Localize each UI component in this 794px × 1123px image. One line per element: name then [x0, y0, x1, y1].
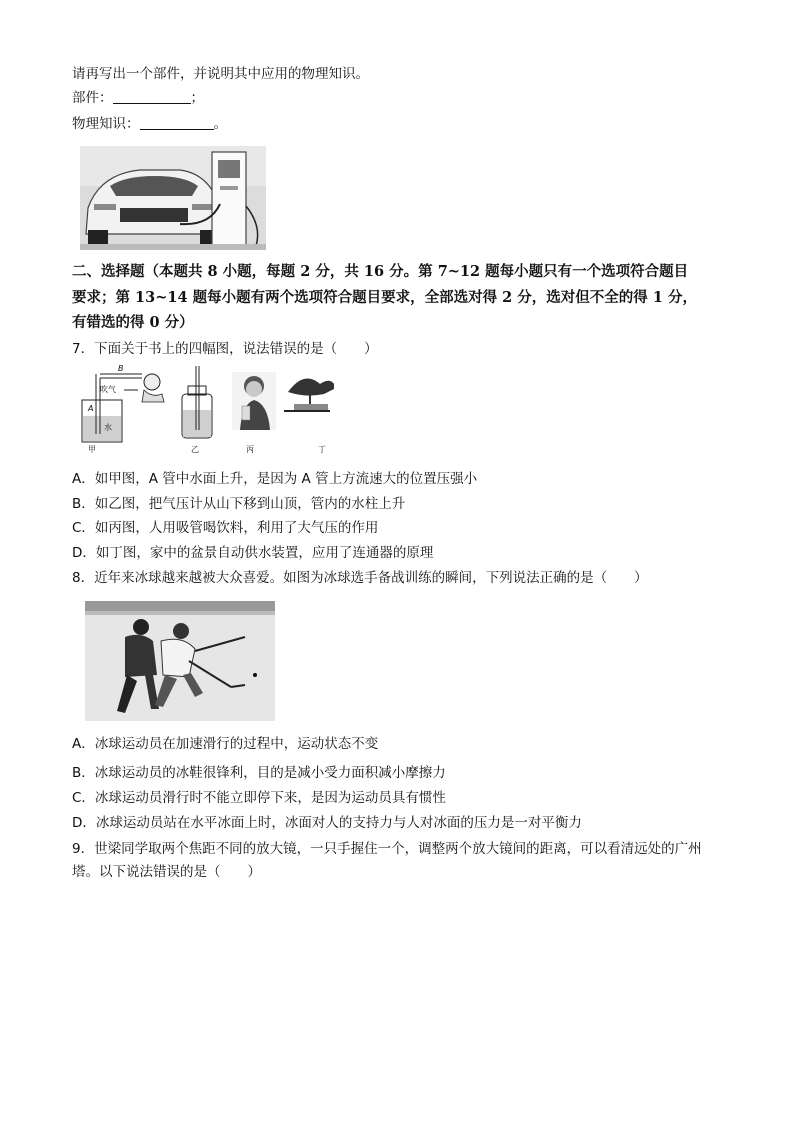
section2-line1: 二、选择题（本题共 8 小题，每题 2 分，共 16 分。第 7~12 题每小题只有一个选项符合题目 — [72, 263, 689, 280]
q9-line2: 塔。以下说法错误的是（ ） — [72, 864, 261, 880]
part-blank[interactable] — [113, 89, 191, 104]
q8-option-b: B．冰球运动员的冰鞋很锋利，目的是减小受力面积减小摩擦力 — [72, 765, 446, 781]
q7-stem: 7．下面关于书上的四幅图，说法错误的是（ ） — [72, 341, 378, 357]
part-label: 部件： — [72, 90, 113, 106]
q7-figures — [74, 364, 334, 459]
fig-jia-label: 甲 — [88, 445, 96, 454]
section2-line2: 要求；第 13~14 题每小题有两个选项符合题目要求，全部选对得 2 分，选对但不全的得 1 分， — [72, 289, 697, 306]
fig-shui-label: 水 — [104, 423, 112, 432]
q7-option-c: C．如丙图，人用吸管喝饮料，利用了大气压的作用 — [72, 520, 379, 536]
ice-hockey-photo — [85, 601, 275, 721]
fig-yi-label: 乙 — [191, 445, 199, 454]
q8-option-d: D．冰球运动员站在水平冰面上时，冰面对人的支持力与人对冰面的压力是一对平衡力 — [72, 815, 582, 831]
part-end: ； — [190, 90, 204, 106]
fig-b-label: B — [118, 364, 124, 373]
ev-charging-photo — [80, 146, 266, 250]
knowledge-label: 物理知识： — [72, 116, 140, 132]
q7-option-d: D．如丁图，家中的盆景自动供水装置，应用了连通器的原理 — [72, 545, 434, 561]
q8-stem: 8．近年来冰球越来越被大众喜爱。如图为冰球选手备战训练的瞬间，下列说法正确的是（ ） — [72, 570, 648, 586]
fig-chuiqi-label: 吹气 — [100, 385, 116, 394]
q8-option-a: A．冰球运动员在加速滑行的过程中，运动状态不变 — [72, 736, 379, 752]
part-line — [72, 88, 204, 108]
instruction-text: 请再写出一个部件，并说明其中应用的物理知识。 — [72, 66, 369, 82]
knowledge-blank[interactable] — [140, 115, 214, 130]
q7-option-a: A．如甲图，A 管中水面上升，是因为 A 管上方流速大的位置压强小 — [72, 471, 478, 487]
q7-option-b: B．如乙图，把气压计从山下移到山顶，管内的水柱上升 — [72, 496, 406, 512]
section2-line3: 有错选的得 0 分） — [72, 314, 194, 331]
fig-ding-label: 丁 — [318, 445, 326, 454]
fig-a-label: A — [88, 404, 94, 413]
fig-bing-label: 丙 — [246, 445, 254, 454]
q9-line1: 9．世梁同学取两个焦距不同的放大镜，一只手握住一个，调整两个放大镜间的距离，可以看清远处的广州 — [72, 841, 702, 857]
knowledge-end: 。 — [213, 116, 227, 132]
knowledge-line — [72, 114, 227, 134]
q8-option-c: C．冰球运动员滑行时不能立即停下来，是因为运动员具有惯性 — [72, 790, 446, 806]
